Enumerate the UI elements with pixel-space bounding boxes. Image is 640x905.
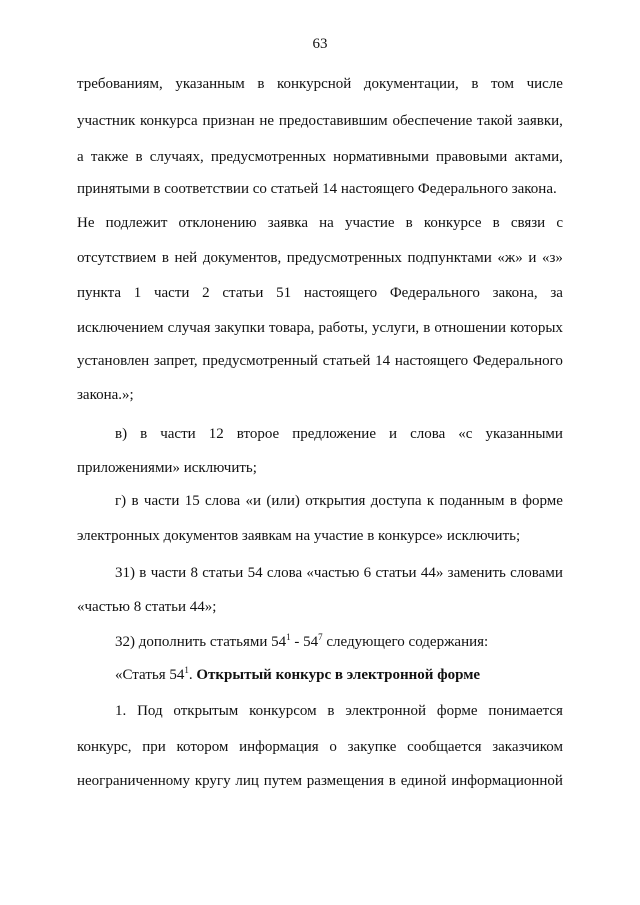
word: заменить bbox=[447, 565, 506, 581]
word: электронной bbox=[345, 703, 427, 719]
superscript: 7 bbox=[318, 632, 323, 642]
word: конкурсной bbox=[276, 76, 352, 92]
word: документации, bbox=[363, 76, 459, 92]
word: Под bbox=[137, 703, 163, 719]
text-line: электронных документов заявкам на участие в конкурсе» исключить; bbox=[77, 528, 521, 544]
word: подпунктами bbox=[407, 250, 492, 266]
word: такой bbox=[477, 113, 513, 129]
word: 31) bbox=[115, 565, 135, 581]
word: форме bbox=[522, 493, 563, 509]
text-segment: следующего содержания: bbox=[322, 634, 489, 650]
text-segment: 32) дополнить статьями 54 bbox=[115, 634, 287, 650]
text-line bbox=[115, 564, 563, 582]
word: (или) bbox=[266, 493, 300, 509]
word: закупки bbox=[214, 320, 265, 336]
text-line bbox=[115, 492, 563, 510]
word: в bbox=[492, 215, 500, 231]
word: г) bbox=[115, 493, 127, 509]
word: доступа bbox=[370, 493, 422, 509]
word: в bbox=[405, 215, 413, 231]
word: путем bbox=[263, 773, 302, 789]
word: слова bbox=[266, 565, 303, 581]
word: части bbox=[160, 426, 196, 442]
word: и bbox=[389, 426, 398, 442]
word: второе bbox=[236, 426, 280, 442]
word: 44» bbox=[420, 565, 444, 581]
word: нормативными bbox=[333, 149, 429, 165]
text-line bbox=[77, 112, 563, 130]
word: о bbox=[329, 739, 337, 755]
word: части bbox=[153, 285, 190, 301]
word: Федерального bbox=[389, 285, 480, 301]
word: предусмотренных bbox=[210, 149, 326, 165]
text-line bbox=[77, 352, 563, 370]
word: статьи bbox=[375, 565, 417, 581]
word: информация bbox=[239, 739, 319, 755]
word: 1. bbox=[115, 703, 127, 719]
word: в bbox=[509, 493, 517, 509]
word: при bbox=[142, 739, 166, 755]
word: открытым bbox=[173, 703, 239, 719]
word: исключением bbox=[77, 320, 164, 336]
word: в bbox=[135, 149, 143, 165]
text-line: закона.»; bbox=[77, 387, 134, 403]
word: в bbox=[257, 76, 265, 92]
word: открытия bbox=[305, 493, 366, 509]
superscript: 1 bbox=[286, 632, 291, 642]
word: документов, bbox=[202, 250, 282, 266]
text-line bbox=[77, 214, 563, 232]
word: части bbox=[150, 565, 187, 581]
word: 14 bbox=[375, 353, 391, 369]
word: заказчиком bbox=[492, 739, 563, 755]
text-line bbox=[77, 249, 563, 267]
word: закона, bbox=[492, 285, 538, 301]
word: сообщается bbox=[407, 739, 482, 755]
word: с bbox=[556, 215, 563, 231]
word: также bbox=[90, 149, 129, 165]
word: Не bbox=[77, 215, 95, 231]
word: Федерального bbox=[472, 353, 563, 369]
word: понимается bbox=[488, 703, 563, 719]
word: части bbox=[143, 493, 180, 509]
word: 51 bbox=[276, 285, 292, 301]
word: подлежит bbox=[105, 215, 168, 231]
word: слова bbox=[205, 493, 241, 509]
word: отсутствием bbox=[77, 250, 157, 266]
article-title: Открытый конкурс в электронной форме bbox=[196, 667, 481, 683]
word: запрет, bbox=[153, 353, 198, 369]
word: в bbox=[139, 565, 147, 581]
page-number: 63 bbox=[312, 36, 328, 52]
word: поданным bbox=[439, 493, 505, 509]
word: «частью bbox=[306, 565, 360, 581]
word: участие bbox=[344, 215, 395, 231]
word: товара, bbox=[269, 320, 315, 336]
text-line bbox=[77, 148, 563, 166]
word: единой bbox=[400, 773, 447, 789]
word: 6 bbox=[363, 565, 372, 581]
word: конкурсе bbox=[423, 215, 482, 231]
word: указанными bbox=[485, 426, 563, 442]
text-line bbox=[77, 284, 563, 302]
word: указанным bbox=[175, 76, 245, 92]
word: «з» bbox=[541, 250, 563, 266]
word: форме bbox=[436, 703, 478, 719]
word: лиц bbox=[235, 773, 259, 789]
word: на bbox=[319, 215, 334, 231]
word: 8 bbox=[190, 565, 198, 581]
text-segment: - 54 bbox=[290, 634, 319, 650]
word: отклонению bbox=[178, 215, 257, 231]
word: в bbox=[140, 426, 148, 442]
text-line bbox=[77, 75, 563, 93]
word: словами bbox=[510, 565, 563, 581]
word: в bbox=[161, 250, 169, 266]
word: настоящего bbox=[394, 353, 469, 369]
superscript: 1 bbox=[184, 665, 189, 675]
text-line bbox=[115, 702, 563, 720]
word: предложение bbox=[292, 426, 376, 442]
word: котором bbox=[176, 739, 229, 755]
word: услуги, bbox=[372, 320, 420, 336]
word: в bbox=[471, 76, 479, 92]
text-line bbox=[77, 319, 563, 337]
word: в bbox=[423, 320, 431, 336]
word: закупке bbox=[347, 739, 397, 755]
word: установлен bbox=[77, 353, 150, 369]
word: предоставившим bbox=[278, 113, 388, 129]
word: статьей bbox=[322, 353, 371, 369]
text-line: принятыми в соответствии со статьей 14 настоящего Федерального закона. bbox=[77, 181, 557, 197]
word: за bbox=[550, 285, 563, 301]
word: размещения bbox=[306, 773, 384, 789]
word: 54 bbox=[247, 565, 263, 581]
word: конкурсом bbox=[249, 703, 317, 719]
word: статьи bbox=[222, 285, 264, 301]
word: признан bbox=[202, 113, 255, 129]
word: связи bbox=[510, 215, 546, 231]
word: в bbox=[131, 493, 139, 509]
word: которых bbox=[510, 320, 563, 336]
text-segment: «Статья 54 bbox=[115, 667, 185, 683]
text-line: приложениями» исключить; bbox=[77, 460, 257, 476]
word: заявки, bbox=[517, 113, 563, 129]
word: 12 bbox=[208, 426, 224, 442]
word: а bbox=[77, 149, 84, 165]
word: статьи bbox=[202, 565, 244, 581]
text-line bbox=[77, 738, 563, 756]
word: предусмотренный bbox=[202, 353, 318, 369]
word: не bbox=[259, 113, 275, 129]
text-segment: . bbox=[188, 667, 197, 683]
word: правовыми bbox=[435, 149, 508, 165]
word: и bbox=[528, 250, 537, 266]
word: отношении bbox=[434, 320, 507, 336]
word: ней bbox=[174, 250, 198, 266]
word: «с bbox=[458, 426, 473, 442]
word: актами, bbox=[514, 149, 563, 165]
word: в bbox=[327, 703, 335, 719]
word: 1 bbox=[133, 285, 142, 301]
word: случая bbox=[167, 320, 211, 336]
text-line bbox=[115, 425, 563, 443]
text-line bbox=[77, 772, 563, 790]
word: кругу bbox=[194, 773, 231, 789]
word: конкурс, bbox=[77, 739, 132, 755]
text-line: «частью 8 статьи 44»; bbox=[77, 599, 217, 615]
word: требованиям, bbox=[77, 76, 163, 92]
word: том bbox=[490, 76, 515, 92]
word: информационной bbox=[451, 773, 563, 789]
item-32-line bbox=[115, 633, 488, 651]
article-heading bbox=[115, 666, 480, 684]
word: в) bbox=[115, 426, 128, 442]
word: числе bbox=[526, 76, 563, 92]
word: слова bbox=[410, 426, 446, 442]
word: к bbox=[426, 493, 435, 509]
word: в bbox=[388, 773, 396, 789]
word: предусмотренных bbox=[286, 250, 402, 266]
word: случаях, bbox=[149, 149, 204, 165]
word: участник bbox=[77, 113, 136, 129]
word: обеспечение bbox=[392, 113, 473, 129]
word: настоящего bbox=[303, 285, 378, 301]
word: 15 bbox=[184, 493, 200, 509]
word: пункта bbox=[77, 285, 122, 301]
word: «и bbox=[245, 493, 262, 509]
word: работы, bbox=[318, 320, 368, 336]
word: «ж» bbox=[497, 250, 523, 266]
word: 2 bbox=[202, 285, 210, 301]
word: неограниченному bbox=[77, 773, 191, 789]
word: заявка bbox=[267, 215, 309, 231]
word: конкурса bbox=[140, 113, 198, 129]
